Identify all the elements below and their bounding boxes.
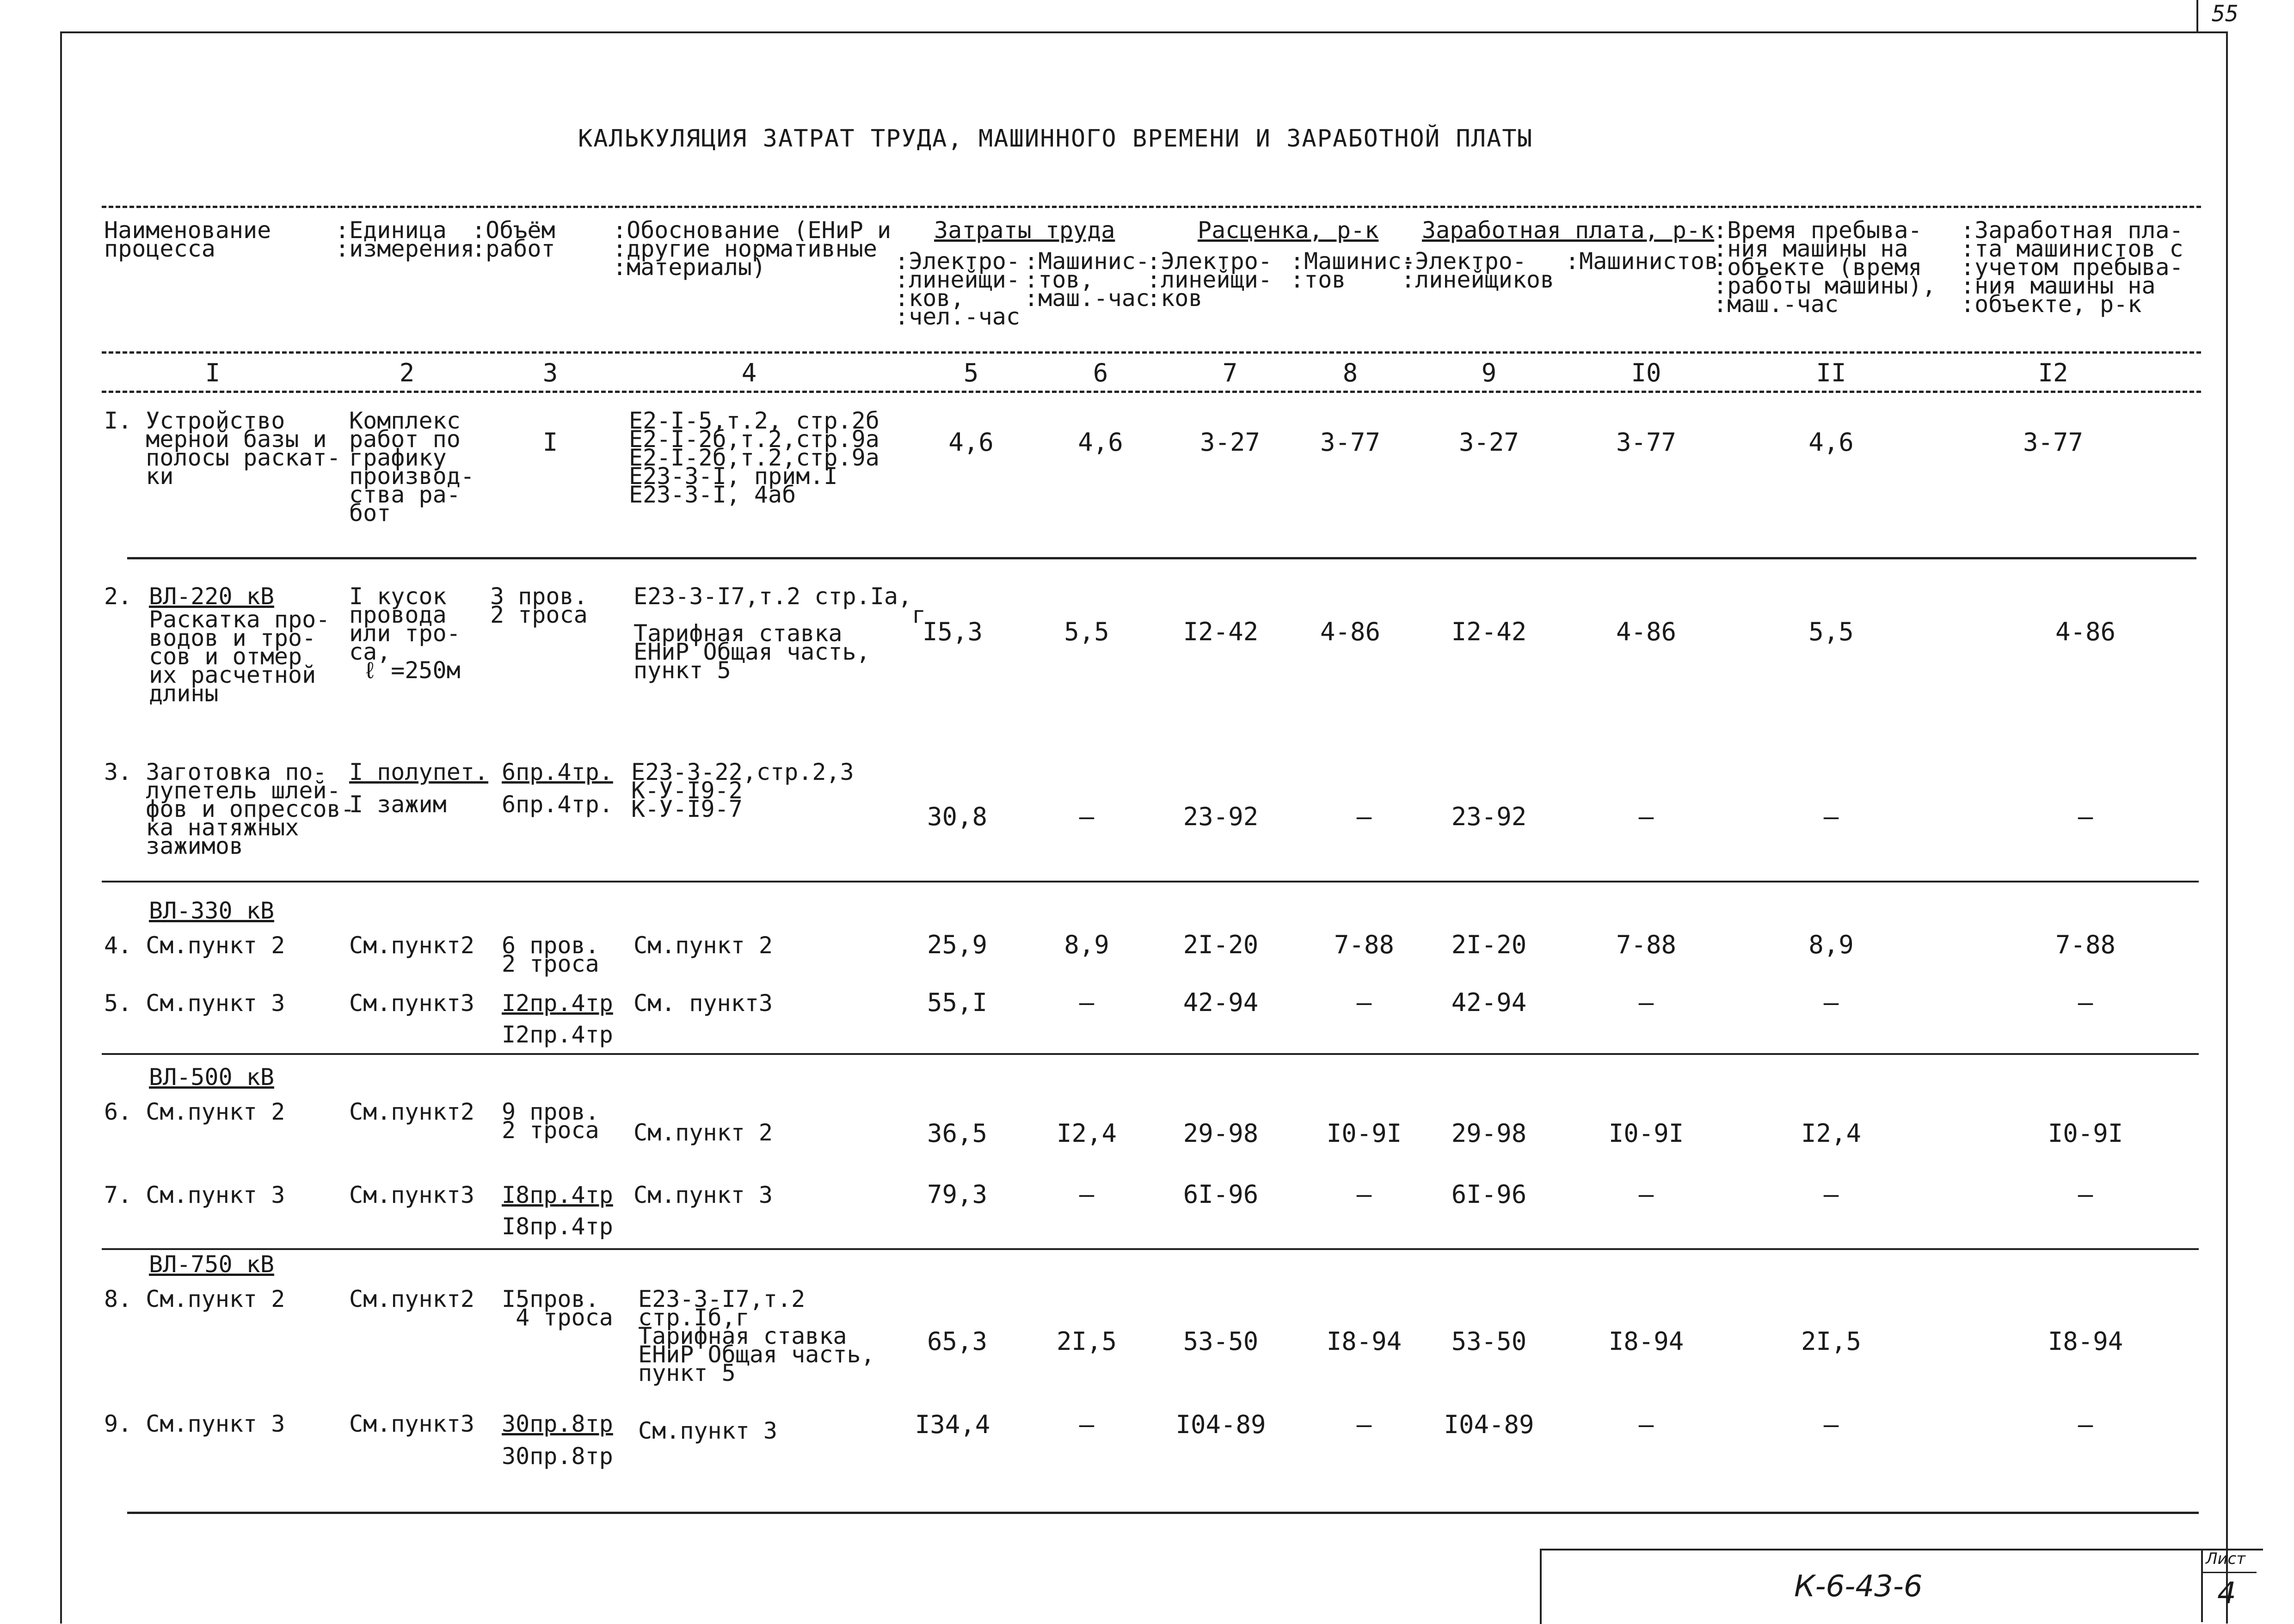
table-bottom-rule — [127, 1512, 2199, 1514]
basis: См.пункт 2 — [633, 932, 773, 959]
cell-col12: I0-9I — [2048, 1119, 2123, 1148]
cell-col6: – — [1079, 1180, 1095, 1209]
header-col5: :Электро- :линейщи- :ков, :чел.-час — [895, 248, 1020, 330]
row-separator — [127, 557, 2196, 559]
cell-col9: I2-42 — [1451, 617, 1527, 646]
volume: I5пров. 4 троса — [502, 1286, 613, 1331]
cell-col6: 2I,5 — [1056, 1327, 1117, 1356]
cell-col6: 8,9 — [1064, 930, 1109, 959]
cell-col12: I8-94 — [2048, 1327, 2123, 1356]
cell-col5: 25,9 — [927, 930, 988, 959]
cell-col9: 53-50 — [1451, 1327, 1527, 1356]
cell-col12: 3-77 — [2023, 428, 2084, 457]
row-separator — [102, 881, 2199, 882]
cell-col10: 4-86 — [1616, 617, 1677, 646]
process-name: 9. См.пункт 3 — [104, 1410, 285, 1437]
row-number: 2. — [104, 583, 132, 610]
cell-col11: 8,9 — [1808, 930, 1854, 959]
volume-b: I2пр.4тр — [502, 1021, 613, 1048]
cell-col7: 23-92 — [1183, 802, 1259, 831]
cell-col8: – — [1356, 988, 1372, 1017]
col-number: 5 — [963, 358, 979, 387]
cell-col11: – — [1823, 1410, 1839, 1439]
cell-col6: – — [1079, 988, 1095, 1017]
unit: См.пункт3 — [349, 1182, 474, 1208]
header-unit: :Единица :измерения — [335, 217, 475, 262]
header-labor-group: Затраты труда — [934, 217, 1115, 244]
cell-col9: 3-27 — [1458, 428, 1519, 457]
basis: См.пункт 2 — [633, 1119, 773, 1146]
section-label-500: ВЛ-500 кВ — [149, 1064, 274, 1091]
cell-col7: 42-94 — [1183, 988, 1259, 1017]
cell-col5: 4,6 — [948, 428, 994, 457]
header-top-rule — [102, 206, 2201, 208]
basis: Е23-3-I7,т.2 стр.Iа, г Тарифная ставка ЕНиР Общая часть, пункт 5 — [633, 583, 926, 684]
cell-col5: I5,3 — [922, 617, 983, 646]
cell-col9: 42-94 — [1451, 988, 1527, 1017]
volume-a: I2пр.4тр — [502, 990, 613, 1017]
basis: См. пункт3 — [633, 990, 773, 1017]
cell-col9: 29-98 — [1451, 1119, 1527, 1148]
cell-col10: – — [1638, 1180, 1654, 1209]
cell-col6: – — [1079, 1410, 1095, 1439]
process-name: 6. См.пункт 2 — [104, 1098, 285, 1125]
cell-col5: 55,I — [927, 988, 988, 1017]
cell-col8: 4-86 — [1320, 617, 1381, 646]
cell-col6: – — [1079, 802, 1095, 831]
section-label-220: ВЛ-220 кВ — [149, 583, 274, 610]
volume: 6 пров. 2 троса — [502, 932, 599, 977]
cell-col5: 65,3 — [927, 1327, 988, 1356]
cell-col10: I8-94 — [1608, 1327, 1684, 1356]
header-rate-group: Расценка, р-к — [1198, 217, 1379, 244]
header-wage-group: Заработная плата, р-к — [1422, 217, 1715, 244]
cell-col5: 79,3 — [927, 1180, 988, 1209]
header-process-name: Наименование процесса — [104, 217, 271, 262]
cell-col6: 5,5 — [1064, 617, 1109, 646]
col-number: 6 — [1093, 358, 1108, 387]
unit: См.пункт2 — [349, 932, 474, 959]
cell-col12: – — [2078, 988, 2093, 1017]
unit: См.пункт3 — [349, 990, 474, 1017]
sheet-number: 4 — [2217, 1576, 2236, 1611]
volume-b: I8пр.4тр — [502, 1213, 613, 1240]
cell-col7: 6I-96 — [1183, 1180, 1259, 1209]
cell-col7: 2I-20 — [1183, 930, 1259, 959]
basis: Е2-I-5,т.2, стр.2б Е2-I-2б,т.2,стр.9а Е2-I-2б,т.2,стр.9а Е23-3-I, прим.I Е23-3-I, 4аб — [629, 407, 879, 508]
cell-col9: 6I-96 — [1451, 1180, 1527, 1209]
header-col10: :Машинистов — [1565, 248, 1719, 275]
cell-col8: I0-9I — [1326, 1119, 1402, 1148]
cell-col10: – — [1638, 802, 1654, 831]
document-code: К-6-43-6 — [1794, 1569, 1923, 1604]
process-name: 4. См.пункт 2 — [104, 932, 285, 959]
cell-col11: 5,5 — [1808, 617, 1854, 646]
sheet-divider — [2202, 1572, 2257, 1573]
section-label-750: ВЛ-750 кВ — [149, 1251, 274, 1278]
unit: См.пункт2 — [349, 1286, 474, 1312]
unit-a: I полупет. — [349, 759, 489, 785]
cell-col5: 30,8 — [927, 802, 988, 831]
volume: 9 пров. 2 троса — [502, 1098, 599, 1144]
cell-col11: 2I,5 — [1801, 1327, 1862, 1356]
header-col8: :Машинис- :тов — [1290, 248, 1415, 293]
col-number: 9 — [1481, 358, 1497, 387]
basis: Е23-3-22,стр.2,3 К-У-I9-2 К-У-I9-7 — [631, 759, 854, 822]
process-name: 3. Заготовка по- лупетель шлей- фов и опрессов- ка натяжных зажимов — [104, 759, 355, 859]
row-separator — [102, 1248, 2199, 1250]
cell-col10: – — [1638, 988, 1654, 1017]
unit: См.пункт3 — [349, 1410, 474, 1437]
header-mid-rule — [102, 351, 2201, 354]
volume-b: 6пр.4тр. — [502, 791, 613, 818]
cell-col11: – — [1823, 802, 1839, 831]
unit: I кусок провода или тро- са, ℓ =250м — [349, 583, 461, 684]
header-basis: :Обоснование (ЕНиР и :другие нормативные :материалы) — [613, 217, 892, 281]
unit: Комплекс работ по графику производ- ства ра- бот — [349, 407, 474, 527]
cell-col10: – — [1638, 1410, 1654, 1439]
process-name: I. Устройство мерной базы и полосы раскат- ки — [104, 407, 341, 490]
cell-col11: 4,6 — [1808, 428, 1854, 457]
basis: См.пункт 3 — [633, 1182, 773, 1208]
basis: Е23-3-I7,т.2 стр.Iб,г Тарифная ставка ЕНиР Общая часть, пункт 5 — [638, 1286, 875, 1386]
cell-col7: I2-42 — [1183, 617, 1259, 646]
col-number: 7 — [1222, 358, 1238, 387]
cell-col10: 7-88 — [1616, 930, 1677, 959]
cell-col8: – — [1356, 1410, 1372, 1439]
cell-col12: 7-88 — [2055, 930, 2116, 959]
volume-a: 30пр.8тр — [502, 1410, 613, 1437]
volume: I — [542, 428, 558, 457]
cell-col7: 53-50 — [1183, 1327, 1259, 1356]
volume: 3 пров. 2 троса — [490, 583, 588, 628]
col-number: 2 — [399, 358, 415, 387]
process-name: 8. См.пункт 2 — [104, 1286, 285, 1312]
cell-col12: 4-86 — [2055, 617, 2116, 646]
sheet-label: Лист — [2206, 1550, 2246, 1568]
cell-col7: 29-98 — [1183, 1119, 1259, 1148]
cell-col5: I34,4 — [915, 1410, 990, 1439]
cell-col9: 2I-20 — [1451, 930, 1527, 959]
process-name: Раскатка про- водов и тро- сов и отмер их расчетной длины — [149, 606, 330, 707]
header-col7: :Электро- :линейщи- :ков — [1147, 248, 1272, 312]
section-label-330: ВЛ-330 кВ — [149, 897, 274, 924]
cell-col10: 3-77 — [1616, 428, 1677, 457]
volume-b: 30пр.8тр — [502, 1443, 613, 1470]
cell-col11: – — [1823, 1180, 1839, 1209]
col-number: I0 — [1631, 358, 1661, 387]
page-number-divider — [2196, 0, 2198, 32]
unit: См.пункт2 — [349, 1098, 474, 1125]
process-name: 7. См.пункт 3 — [104, 1182, 285, 1208]
volume-a: 6пр.4тр. — [502, 759, 613, 785]
volume-a: I8пр.4тр — [502, 1182, 613, 1208]
cell-col12: – — [2078, 1410, 2093, 1439]
cell-col6: 4,6 — [1078, 428, 1123, 457]
cell-col11: I2,4 — [1801, 1119, 1862, 1148]
basis: См.пункт 3 — [638, 1417, 778, 1444]
cell-col12: – — [2078, 1180, 2093, 1209]
page-number: 55 — [2212, 1, 2239, 27]
cell-col10: I0-9I — [1608, 1119, 1684, 1148]
col-number: II — [1816, 358, 1846, 387]
process-name: 5. См.пункт 3 — [104, 990, 285, 1017]
cell-col8: 3-77 — [1320, 428, 1381, 457]
cell-col8: 7-88 — [1334, 930, 1395, 959]
header-col6: :Машинис- :тов, :маш.-час — [1024, 248, 1150, 312]
col-number: 4 — [741, 358, 757, 387]
col-number: 8 — [1342, 358, 1358, 387]
cell-col8: – — [1356, 1180, 1372, 1209]
cell-col8: I8-94 — [1326, 1327, 1402, 1356]
cell-col11: – — [1823, 988, 1839, 1017]
cell-col7: 3-27 — [1199, 428, 1261, 457]
cell-col7: I04-89 — [1175, 1410, 1266, 1439]
col-number: 3 — [542, 358, 558, 387]
col-number: I2 — [2038, 358, 2068, 387]
unit-b: I зажим — [349, 791, 447, 818]
cell-col5: 36,5 — [927, 1119, 988, 1148]
header-col12: :Заработная пла- :та машинистов с :учетом пребыва- :ния машины на :объекте, р-к — [1961, 217, 2183, 318]
cell-col12: – — [2078, 802, 2093, 831]
col-number: I — [205, 358, 221, 387]
cell-col9: I04-89 — [1444, 1410, 1534, 1439]
header-col11: :Время пребыва- :ния машины на :объекте (время :работы машины), :маш.-час — [1713, 217, 1936, 318]
cell-col9: 23-92 — [1451, 802, 1527, 831]
header-bottom-rule — [102, 391, 2201, 393]
header-col9: :Электро- :линейщиков — [1401, 248, 1555, 293]
cell-col8: – — [1356, 802, 1372, 831]
header-volume: :Объём :работ — [472, 217, 555, 262]
cell-col6: I2,4 — [1056, 1119, 1117, 1148]
document-title: КАЛЬКУЛЯЦИЯ ЗАТРАТ ТРУДА, МАШИННОГО ВРЕМЕНИ И ЗАРАБОТНОЙ ПЛАТЫ — [578, 125, 1533, 153]
row-separator — [102, 1053, 2199, 1055]
